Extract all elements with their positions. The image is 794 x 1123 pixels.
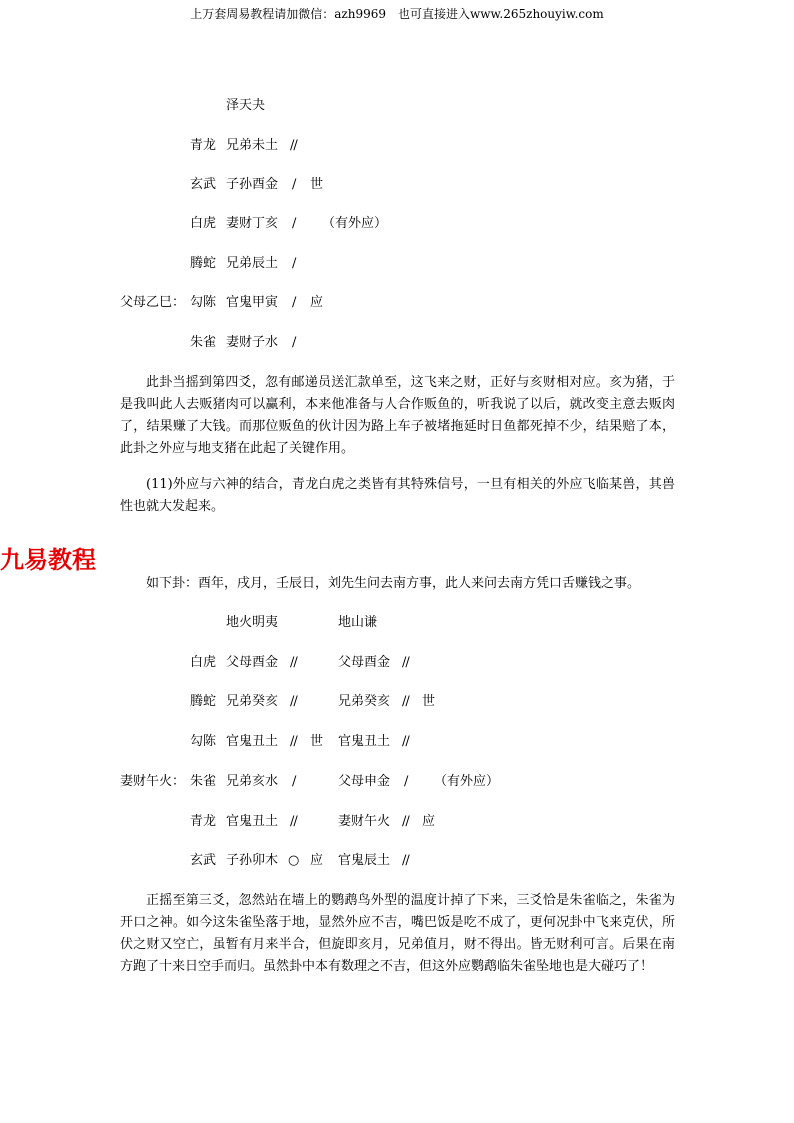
yao-mark: / — [292, 256, 296, 271]
body-paragraph — [120, 890, 675, 978]
moving-yao-circle-icon: ○ — [288, 853, 300, 868]
body-paragraph — [120, 372, 675, 460]
line-note: 应 — [310, 295, 324, 310]
yao-mark: / — [292, 295, 296, 310]
paragraph-text: 此卦当摇到第四爻，忽有邮递员送汇款单至，这飞来之财，正好与亥财相对应。亥为猪，于是我叫此人去贩猪肉可以赢利，本来他准备与人合作贩鱼的，听我说了以后，就改变主意去贩肉了，结果赚了大钱。而那位贩鱼的伙计因为路上车子被堵拖延时日鱼都死掉不少，结果赔了本，此卦之外应与地支猪在此起了关键作用。 — [120, 375, 675, 456]
yao-mark: / — [292, 177, 296, 192]
main-line-note: 世 — [310, 734, 324, 749]
six-god: 勾陈 — [190, 295, 217, 310]
changed-yao-mark: // — [402, 655, 409, 670]
six-god: 腾蛇 — [190, 256, 217, 271]
six-god: 青龙 — [190, 814, 217, 829]
yao-mark: / — [292, 335, 296, 350]
changed-yao-mark: // — [402, 814, 409, 829]
line-name: 妻财子水 — [226, 335, 279, 350]
page-header: 上万套周易教程请加微信：azh9969 也可直接进入www.265zhouyiw.com — [190, 7, 604, 21]
main-yao-mark: // — [290, 655, 297, 670]
six-god: 朱雀 — [190, 335, 217, 350]
paragraph-text: 正摇至第三爻，忽然站在墙上的鹦鹉鸟外型的温度计掉了下来，三爻恰是朱雀临之，朱雀为开口之神。如今这朱雀坠落于地，显然外应不吉，嘴巴饭是吃不成了，更何况卦中飞来克伏，所伏之财又空亡，虽暂有月来半合，但旋即亥月，兄弟值月，财不得出。皆无财利可言。后果在南方跑了十来日空手而归。虽然卦中本有数理之不吉，但这外应鹦鹉临朱雀坠地也是大碰巧了！ — [120, 893, 675, 974]
changed-yao-mark: // — [402, 734, 409, 749]
main-line-name: 兄弟癸亥 — [226, 694, 279, 709]
six-god: 腾蛇 — [190, 694, 217, 709]
changed-yao-mark: / — [404, 774, 408, 789]
line-name: 兄弟未土 — [226, 138, 279, 153]
line-name: 子孙酉金 — [226, 177, 279, 192]
line-name: 兄弟辰土 — [226, 256, 279, 271]
changed-line-note: （有外应） — [434, 774, 500, 789]
main-line-name: 官鬼丑土 — [226, 734, 279, 749]
hexagram-title: 泽天夬 — [226, 98, 266, 113]
six-god: 玄武 — [190, 853, 217, 868]
hexagram-title-main: 地火明夷 — [226, 615, 279, 630]
main-yao-mark: // — [290, 694, 297, 709]
main-yao-mark: // — [290, 814, 297, 829]
changed-line-note: 应 — [422, 814, 436, 829]
paragraph-text: 如下卦：酉年，戌月，壬辰日，刘先生问去南方事，此人来问去南方凭口舌赚钱之事。 — [146, 576, 641, 591]
six-god: 青龙 — [190, 138, 217, 153]
six-god: 勾陈 — [190, 734, 217, 749]
main-yao-mark: // — [290, 734, 297, 749]
main-line-name: 官鬼丑土 — [226, 814, 279, 829]
yao-mark: // — [290, 138, 297, 153]
changed-yao-mark: // — [402, 694, 409, 709]
paragraph-text: (11)外应与六神的结合，青龙白虎之类皆有其特殊信号，一旦有相关的外应飞临某兽，其兽性也就大发起来。 — [120, 477, 675, 514]
changed-line-name: 父母酉金 — [338, 655, 391, 670]
line-name: 官鬼甲寅 — [226, 295, 279, 310]
six-god: 朱雀 — [190, 774, 217, 789]
line-note: （有外应） — [322, 216, 388, 231]
line-name: 妻财丁亥 — [226, 216, 279, 231]
changed-yao-mark: // — [402, 853, 409, 868]
line-prefix: 妻财午火： — [120, 774, 186, 789]
changed-line-name: 兄弟癸亥 — [338, 694, 391, 709]
hexagram-title-changed: 地山谦 — [338, 615, 378, 630]
body-paragraph — [120, 474, 675, 518]
main-line-name: 兄弟亥水 — [226, 774, 279, 789]
changed-line-name: 妻财午火 — [338, 814, 391, 829]
line-prefix: 父母乙巳： — [120, 295, 186, 310]
six-god: 玄武 — [190, 177, 217, 192]
main-line-note: 应 — [310, 853, 324, 868]
watermark-logo: 九易教程 — [0, 546, 96, 574]
line-note: 世 — [310, 177, 324, 192]
body-paragraph — [120, 573, 675, 595]
six-god: 白虎 — [190, 655, 217, 670]
changed-line-name: 官鬼丑土 — [338, 734, 391, 749]
main-yao-mark: / — [292, 774, 296, 789]
six-god: 白虎 — [190, 216, 217, 231]
changed-line-name: 父母申金 — [338, 774, 391, 789]
main-line-name: 子孙卯木 — [226, 853, 279, 868]
changed-line-name: 官鬼辰土 — [338, 853, 391, 868]
yao-mark: / — [292, 216, 296, 231]
changed-line-note: 世 — [422, 694, 436, 709]
main-line-name: 父母酉金 — [226, 655, 279, 670]
